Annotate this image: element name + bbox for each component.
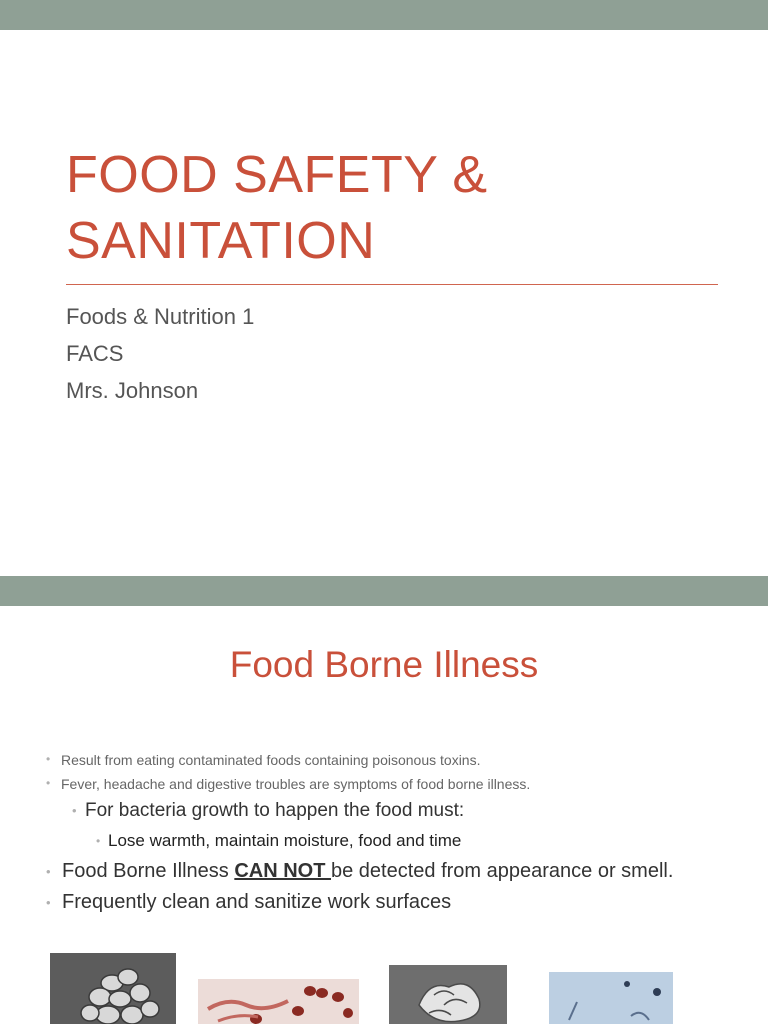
middle-band — [0, 576, 768, 606]
bacteria-image-2 — [198, 979, 359, 1024]
bullet-item: • Result from eating contaminated foods containing poisonous toxins. — [46, 748, 756, 772]
subtitle-course: Foods & Nutrition 1 — [66, 304, 255, 329]
subtitle-department: FACS — [66, 341, 124, 366]
slide2-title: Food Borne Illness — [229, 644, 539, 685]
bacteria-image-1 — [50, 953, 176, 1024]
bullet-list — [46, 748, 756, 918]
bullet-item: • Frequently clean and sanitize work surfaces — [46, 887, 756, 918]
bullet-dot-icon: • — [46, 864, 51, 879]
top-band — [0, 0, 768, 30]
subtitle-teacher: Mrs. Johnson — [66, 378, 199, 403]
bacteria-image-3 — [389, 965, 507, 1024]
bullet-dot-icon: • — [96, 834, 101, 848]
bullet-item: • Lose warmth, maintain moisture, food and time — [46, 826, 756, 856]
bacteria-image-4 — [549, 972, 673, 1024]
bullet-dot-icon: • — [46, 895, 51, 910]
emphasis-can-not: CAN NOT — [234, 860, 331, 882]
bullet-item: • Fever, headache and digestive troubles are symptoms of food borne illness. — [46, 772, 756, 796]
slide-title — [0, 30, 768, 576]
title-line-1: FOOD SAFETY & — [66, 146, 488, 204]
bullet-item: • Food Borne Illness CAN NOT be detected from appearance or smell. — [46, 856, 756, 887]
bullet-dot-icon: • — [72, 803, 77, 818]
bullet-dot-icon: • — [46, 752, 51, 766]
subtitle-block — [66, 298, 254, 409]
bullet-item: • For bacteria growth to happen the food must: — [46, 796, 756, 826]
bullet-dot-icon: • — [46, 776, 51, 790]
slide-food-borne-illness — [0, 606, 768, 1024]
title-divider — [66, 284, 718, 285]
title-line-2: SANITATION — [66, 212, 376, 270]
slide-title-heading — [66, 142, 726, 274]
